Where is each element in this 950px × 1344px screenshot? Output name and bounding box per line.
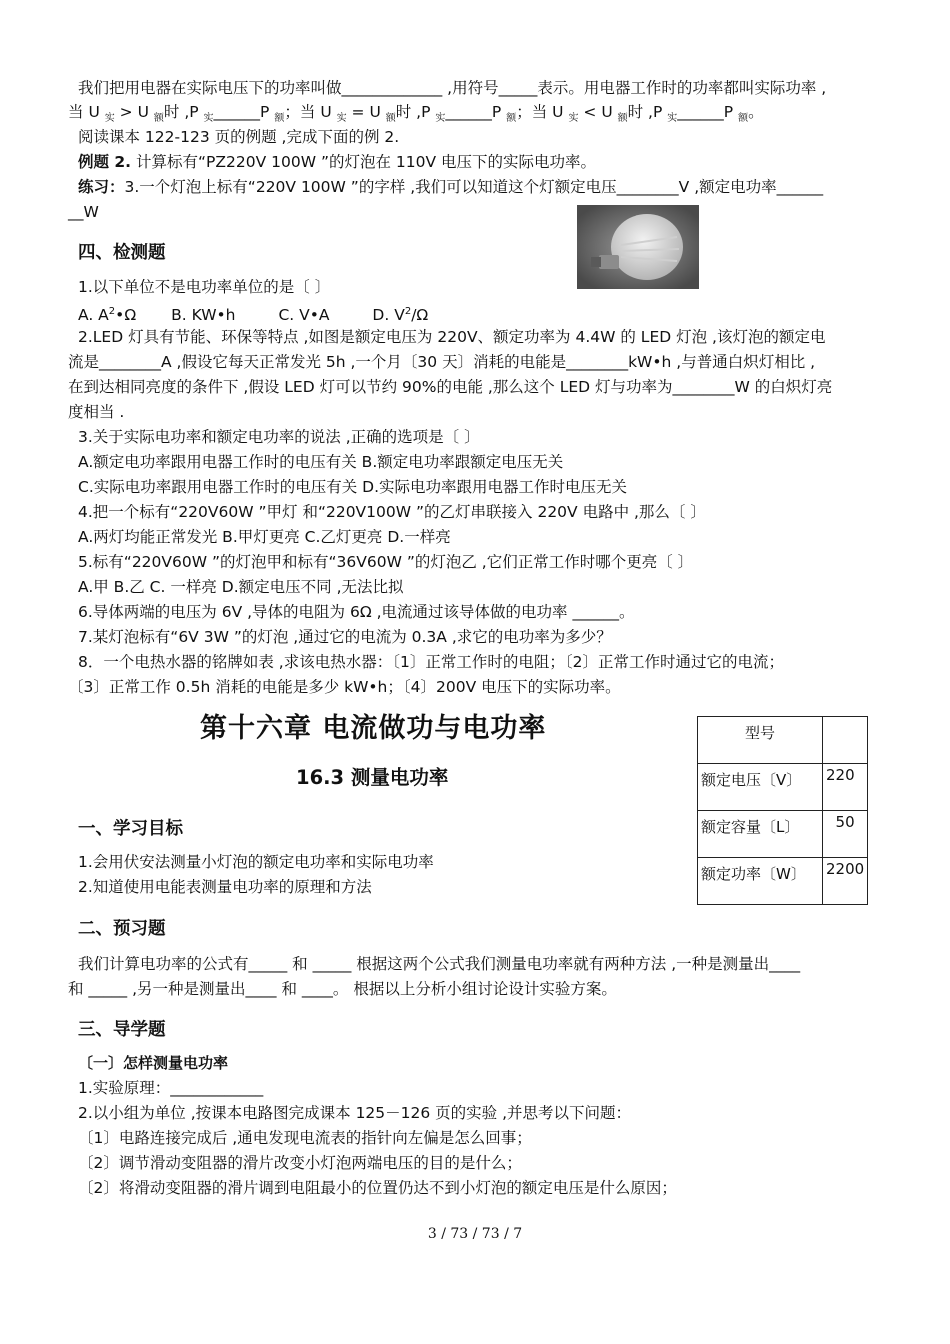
p-3: P: [421, 103, 431, 121]
spec-value: [823, 717, 868, 764]
goal-2: 2.知道使用电能表测量电功率的原理和方法: [78, 878, 372, 896]
sep-1: ；: [284, 103, 300, 121]
sub-e-1: 额: [153, 113, 164, 125]
section-3-heading: 三、导学题: [78, 1020, 166, 1040]
p-6: P: [723, 103, 734, 121]
q2-line-4: 度相当 .: [68, 403, 125, 421]
preview-line-1: 我们计算电功率的公式有_____ 和 _____ 根据这两个公式我们测量电功率就有两种方法 ,一种是测量出____: [78, 955, 801, 973]
q1-a-pre: A. A: [78, 306, 109, 325]
sub-e-5: 额: [617, 113, 628, 125]
p-1: P: [189, 103, 199, 121]
step-2: 2.以小组为单位 ,按课本电路图完成课本 125－126 页的实验 ,并思考以下问题：: [78, 1104, 632, 1122]
end: 。: [748, 103, 764, 121]
u-3: U: [320, 103, 332, 121]
example-2: [78, 151, 596, 173]
question-2: 〔2〕调节滑动变阻器的滑片改变小灯泡两端电压的目的是什么；: [78, 1154, 522, 1172]
spec-value: 2200: [823, 858, 868, 905]
p-5: P: [652, 103, 663, 121]
blank-3: ______: [677, 103, 724, 121]
page-number: 3 / 73 / 73 / 7: [427, 1226, 523, 1242]
q1-d: [372, 306, 428, 324]
q5-options: A.甲 B.乙 C. 一样亮 D.额定电压不同 ,无法比拟: [78, 578, 404, 596]
p-2: P: [260, 103, 270, 121]
practice-label: 练习：: [78, 178, 125, 196]
q8-line-2: 〔3〕正常工作 0.5h 消耗的电能是多少 kW•h；〔4〕200V 电压下的实际功率。: [68, 678, 621, 696]
q1-b: B. KW•h: [171, 306, 236, 325]
sub-shi-1: 实: [104, 113, 115, 125]
subsection-1: 〔一〕怎样测量电功率: [78, 1054, 229, 1072]
example-text: 计算标有“PZ220V 100W ”的灯泡在 110V 电压下的实际电功率。: [131, 153, 597, 171]
lt: <: [578, 103, 602, 121]
table-row: [698, 858, 868, 905]
q1: 1.以下单位不是电功率单位的是〔 〕: [78, 278, 331, 296]
preview-line-2: 和 _____ ,另一种是测量出____ 和 ____。 根据以上分析小组讨论设计实验方案。: [68, 980, 617, 998]
shi-time-1: 时 ,: [163, 103, 190, 121]
shi-time-3: 时 ,: [627, 103, 653, 121]
sub-shi-6: 实: [667, 113, 678, 125]
q2-line-2: 流是________A ,假设它每天正常发光 5h ,一个月〔30 天〕消耗的电能是________kW•h ,与普通白炽灯相比 ,: [68, 353, 816, 371]
goal-1: 1.会用伏安法测量小灯泡的额定电功率和实际电功率: [78, 853, 434, 871]
sub-e-4: 额: [506, 113, 517, 125]
q3-options-ab: A.额定电功率跟用电器工作时的电压有关 B.额定电功率跟额定电压无关: [78, 453, 564, 471]
spec-value: 50: [823, 811, 868, 858]
sub-shi-3: 实: [336, 113, 347, 125]
water-heater-spec-table: [697, 716, 868, 905]
question-3: 〔2〕将滑动变阻器的滑片调到电阻最小的位置仍达不到小灯泡的额定电压是什么原因；: [78, 1179, 677, 1197]
q1-d-sup: 2: [404, 306, 412, 317]
blank-2: ______: [445, 103, 492, 121]
spec-value: 220: [823, 764, 868, 811]
q8-line-1: 8．一个电热水器的铭牌如表 ,求该电热水器：〔1〕正常工作时的电阻；〔2〕正常工作时通过它的电流；: [78, 653, 784, 671]
q3: 3.关于实际电功率和额定电功率的说法 ,正确的选项是〔 〕: [78, 428, 480, 446]
table-row: [698, 717, 868, 764]
gt: >: [114, 103, 138, 121]
example-label: 例题 2.: [78, 153, 132, 171]
question-1: 〔1〕电路连接完成后 ,通电发现电流表的指针向左偏是怎么回事；: [78, 1129, 532, 1147]
when-3: 当: [531, 103, 548, 121]
q4: 4.把一个标有“220V60W ”甲灯 和“220V100W ”的乙灯串联接入 220V 电路中 ,那么〔 〕: [78, 503, 706, 521]
spec-key: 额定功率〔W〕: [698, 858, 823, 905]
sub-e-3: 额: [385, 113, 396, 125]
q1-a: [78, 306, 136, 324]
q1-c: C. V•A: [278, 306, 330, 325]
u-4: U: [369, 103, 381, 121]
section-1-heading: 一、学习目标: [78, 819, 183, 839]
sub-e-6: 额: [738, 113, 749, 125]
q1-a-sup: 2: [108, 306, 116, 317]
spec-key: 型号: [698, 717, 823, 764]
sub-shi-2: 实: [203, 113, 214, 125]
u-2: U: [137, 103, 149, 121]
q2-line-3: 在到达相同亮度的条件下 ,假设 LED 灯可以节约 90%的电能 ,那么这个 LED 灯与功率为________W 的白炽灯亮: [68, 378, 833, 396]
section-2-heading: 二、预习题: [78, 919, 166, 939]
spec-key: 额定电压〔V〕: [698, 764, 823, 811]
intro-line-1: 我们把用电器在实际电压下的功率叫做_____________ ,用符号_____表示。用电器工作时的功率都叫实际功率 ,: [78, 79, 827, 97]
practice-3-cont: __W: [68, 203, 99, 221]
when-1: 当: [68, 103, 84, 121]
q1-options: [78, 301, 428, 326]
eq: =: [346, 103, 370, 121]
q1-d-post: /Ω: [411, 306, 429, 325]
table-row: [698, 764, 868, 811]
led-bulb-photo: [577, 205, 699, 289]
sub-shi-5: 实: [568, 113, 579, 125]
practice-3: [78, 176, 823, 198]
q6: 6.导体两端的电压为 6V ,导体的电阻为 6Ω ,电流通过该导体做的电功率 ______。: [78, 603, 635, 621]
sub-e-2: 额: [274, 113, 285, 125]
q1-d-pre: D. V: [372, 306, 405, 325]
table-row: [698, 811, 868, 858]
q1-a-post: •Ω: [115, 306, 137, 325]
sub-shi-4: 实: [435, 113, 446, 125]
q4-options: A.两灯均能正常发光 B.甲灯更亮 C.乙灯更亮 D.一样亮: [78, 528, 451, 546]
led-bulb-icon: [577, 205, 699, 289]
u-5: U: [552, 103, 564, 121]
reading-instruction: 阅读课本 122-123 页的例题 ,完成下面的例 2.: [78, 128, 400, 146]
q5: 5.标有“220V60W ”的灯泡甲和标有“36V60W ”的灯泡乙 ,它们正常工作时哪个更亮〔 〕: [78, 553, 694, 571]
q3-options-cd: C.实际电功率跟用电器工作时的电压有关 D.实际电功率跟用电器工作时电压无关: [78, 478, 628, 496]
when-2: 当: [299, 103, 316, 121]
chapter-title: 第十六章 电流做功与电功率: [200, 713, 547, 744]
shi-time-2: 时 ,: [395, 103, 422, 121]
spec-key: 额定容量〔L〕: [698, 811, 823, 858]
section-4-heading: 四、检测题: [78, 243, 166, 263]
blank-1: ______: [213, 103, 261, 121]
p-4: P: [491, 103, 502, 121]
sep-2: ；: [516, 103, 532, 121]
lesson-subtitle: 16.3 测量电功率: [296, 766, 449, 789]
step-1: 1.实验原理：____________: [78, 1079, 264, 1097]
u-6: U: [601, 103, 613, 121]
practice-text: 3.一个灯泡上标有“220V 100W ”的字样 ,我们可以知道这个灯额定电压________V ,额定电功率______: [124, 178, 824, 196]
q7: 7.某灯泡标有“6V 3W ”的灯泡 ,通过它的电流为 0.3A ,求它的电功率为多少？: [78, 628, 612, 646]
q2-line-1: 2.LED 灯具有节能、环保等特点 ,如图是额定电压为 220V、额定功率为 4.4W 的 LED 灯泡 ,该灯泡的额定电: [78, 328, 826, 346]
u-1: U: [88, 103, 100, 121]
